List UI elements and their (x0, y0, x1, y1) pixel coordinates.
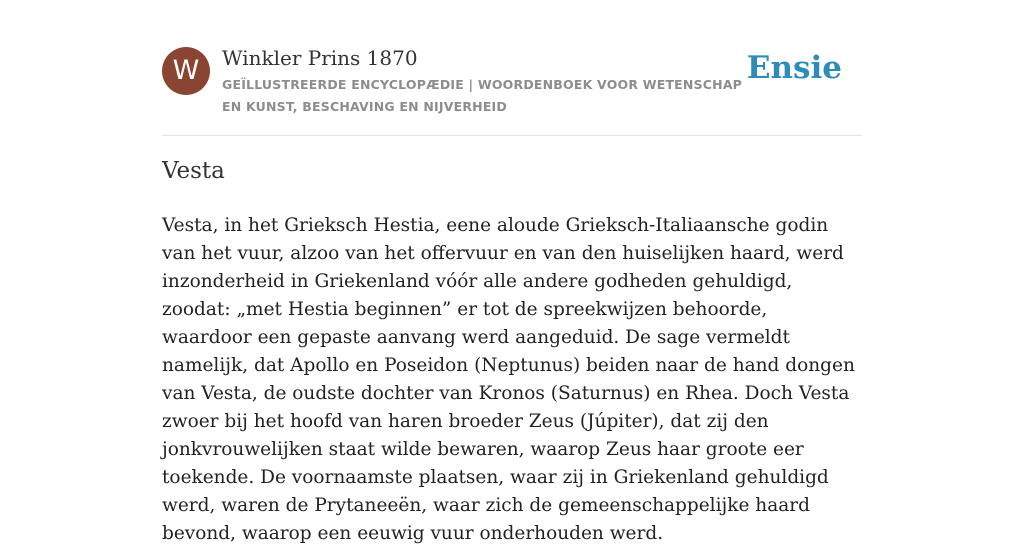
entry-title: Vesta (162, 158, 225, 184)
source-title[interactable]: Winkler Prins 1870 (222, 46, 418, 70)
header-divider (162, 135, 862, 136)
source-header (162, 44, 862, 116)
source-subtitle: GEÏLLUSTREERDE ENCYCLOPÆDIE | WOORDENBOEK VOOR WETENSCHAP EN KUNST, BESCHAVING EN NIJVERHEID (222, 77, 743, 114)
ensie-logo[interactable]: Ensie (746, 50, 842, 86)
entry-body: Vesta, in het Grieksch Hestia, eene aloude Grieksch-Italiaansche godin van het vuur, alzoo van het offervuur en van den huiselijken haard, werd inzonderheid in Griekenland vóór alle andere godheden gehuldigd, zoodat: „met Hestia beginnen” er tot de spreekwijzen behoorde, waardoor een gepaste aanvang werd aangeduid. De sage vermeldt namelijk, dat Apollo en Poseidon (Neptunus) beiden naar de hand dongen van Vesta, de oudste dochter van Kronos (Saturnus) en Rhea. Doch Vesta zwoer bij het hoofd van haren broeder Zeus (Júpiter), dat zij den jonkvrouwelijken staat wilde bewaren, waarop Zeus haar groote eer toekende. De voornaamste plaatsen, waar zij in Griekenland gehuldigd werd, waren de Prytaneeën, waar zich de gemeenschappelijke haard bevond, waarop een eeuwig vuur onderhouden werd. (162, 215, 855, 544)
source-avatar[interactable]: W (162, 47, 210, 95)
